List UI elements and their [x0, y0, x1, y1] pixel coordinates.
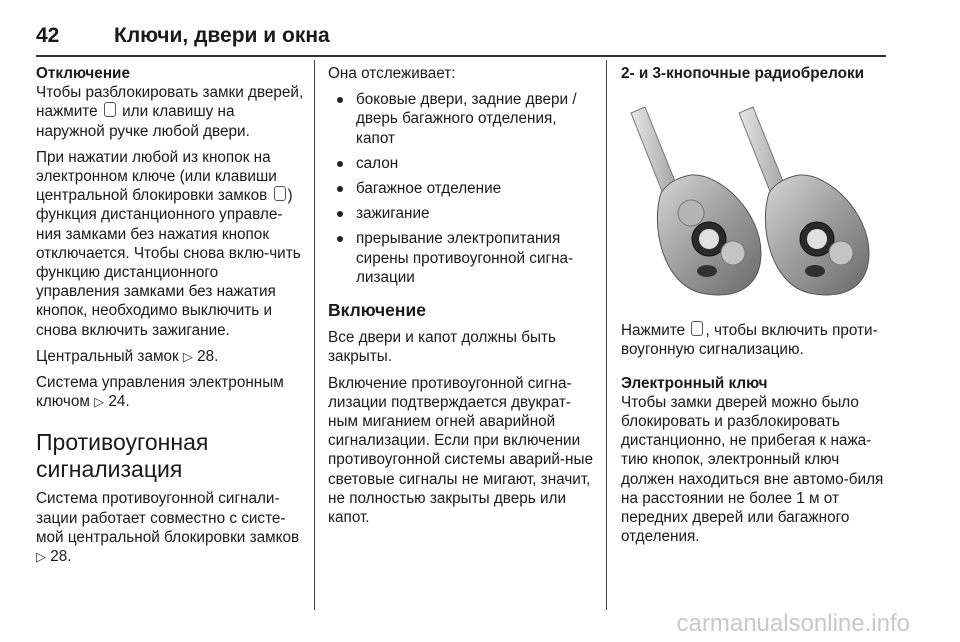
- ref-arrow-icon: ▷: [36, 549, 46, 565]
- paragraph-electronic-key: [36, 373, 304, 411]
- header-rule: [36, 55, 886, 57]
- list-item: багажное отделение: [328, 179, 594, 198]
- text: Система управления электронным ключом: [36, 374, 284, 411]
- heading-electronic-key: Электронный ключ: [621, 374, 768, 392]
- monitors-intro: Она отслеживает:: [328, 65, 456, 82]
- column-3: [621, 64, 891, 553]
- text: Нажмите: [621, 322, 686, 340]
- text: При нажатии любой из кнопок на электронном ключе (или клавиши центральной блокировки замков: [36, 148, 277, 205]
- list-item: боковые двери, задние двери / дверь багажного отделения, капот: [328, 90, 594, 148]
- car-key-fob-image: [621, 93, 883, 301]
- ref-arrow-icon: ▷: [94, 394, 105, 410]
- paragraph-electronic-key: Чтобы замки дверей можно было блокировать и разблокировать дистанционно, не прибегая к нажа-тию кнопок, электронный ключ должен находиться вне автомо-биля на расстоянии не более 1 м от передних дверей или багажного отделения.: [621, 393, 884, 546]
- heading-remotes: 2- и 3-кнопочные радиобрелоки: [621, 65, 865, 82]
- page-title: Ключи, двери и окна: [114, 24, 330, 47]
- paragraph-central-lock: [36, 347, 304, 366]
- page-ref[interactable]: 24.: [108, 393, 130, 411]
- column-2: [328, 64, 594, 534]
- monitored-list: [328, 90, 594, 287]
- list-item: прерывание электропитания сирены противоугонной сигна-лизации: [328, 229, 594, 287]
- paragraph-unlock: [36, 83, 304, 141]
- watermark: carmanualsonline.info: [676, 610, 910, 637]
- column-1: [36, 64, 304, 573]
- key-fob-illustration: [621, 93, 883, 301]
- lock-icon: [691, 321, 703, 336]
- text: ) функция дистанционного управле-ния замками без нажатия кнопок отключается. Чтобы снова вклю-чить функцию дистанционного управления замками без нажатия кнопок, необходимо выключить и снова включить зажигание.: [36, 187, 301, 339]
- paragraph-alarm: [36, 489, 304, 566]
- page-number: 42: [36, 24, 60, 47]
- page-ref[interactable]: 28.: [197, 347, 219, 365]
- ref-arrow-icon: ▷: [182, 348, 193, 364]
- text: Центральный замок: [36, 347, 179, 365]
- paragraph-enable-2: Включение противоугонной сигна-лизации подтверждается двукрат-ным миганием огней аварийной сигнализации. Если при включении противоугонной системы аварий-ные световые сигналы не мигают, значит, не полностью закрыты дверь или капот.: [328, 374, 593, 527]
- text: , чтобы включить проти-воугонную сигнализацию.: [621, 322, 878, 359]
- text: или клавишу на наружной ручке любой двери.: [36, 103, 250, 140]
- paragraph-enable-1: Все двери и капот должны быть закрыты.: [328, 329, 557, 366]
- list-item: салон: [328, 154, 594, 173]
- page-header: [36, 24, 886, 52]
- heading-alarm: Противоугонная сигнализация: [36, 429, 209, 483]
- lock-icon: [274, 186, 286, 201]
- unlock-icon: [104, 102, 116, 117]
- heading-disable: Отключение: [36, 65, 130, 82]
- paragraph-press-lock: [621, 321, 891, 359]
- list-item: зажигание: [328, 204, 594, 223]
- key-fob-3-button: [631, 107, 761, 295]
- text: Система противоугонной сигнали-зации работает совместно с систе-мой центральной блокировки замков: [36, 490, 300, 546]
- column-divider-2: [606, 60, 607, 610]
- paragraph-disable-remote: [36, 148, 304, 340]
- heading-enable: Включение: [328, 300, 426, 321]
- column-divider-1: [314, 60, 315, 610]
- page-ref[interactable]: 28.: [50, 548, 72, 566]
- text: Чтобы разблокировать замки дверей, нажмите: [36, 84, 304, 121]
